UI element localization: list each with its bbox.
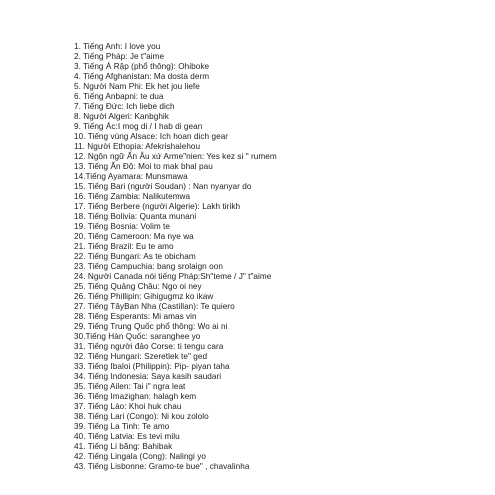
- list-item: 6. Tiếng Anbapni: te dua: [74, 92, 164, 101]
- list-item: 34. Tiếng Indonesia: Saya kasih saudari: [74, 372, 222, 381]
- list-item: 12. Ngôn ngữ Ấn Âu xứ Arme"nien: Yes kez si " rumem: [74, 152, 277, 161]
- list-item: 13. Tiếng Ấn Độ: Moi to mak bhal pau: [74, 162, 213, 171]
- list-item: 43. Tiếng Lisbonne: Gramo-te bue" , chavalinha: [74, 462, 250, 471]
- list-item: 23. Tiếng Campuchia: bang srolaign oon: [74, 262, 223, 271]
- list-item: 19. Tiếng Bosnia: Volim te: [74, 222, 170, 231]
- list-item: 35. Tiếng Ailen: Tai i" ngra leat: [74, 382, 186, 391]
- list-item: 17. Tiếng Berbere (người Algerie): Lakh tirikh: [74, 202, 241, 211]
- list-item: 10. Tiếng vùng Alsace: Ich hoan dich gear: [74, 132, 229, 141]
- list-item: 3. Tiếng Á Rập (phổ thông): Ohiboke: [74, 62, 210, 71]
- list-item: 16. Tiếng Zambia: Nalikutemwa: [74, 192, 191, 201]
- list-item: 11. Người Ethopia: Afekrishalehou: [74, 142, 201, 151]
- list-item: 8. Người Algeri: Kanbghik: [74, 112, 169, 121]
- list-item: 37. Tiếng Lào: Khoi huk chau: [74, 402, 182, 411]
- list-item: 15. Tiếng Bari (người Soudan) : Nan nyanyar do: [74, 182, 252, 191]
- list-item: 9. Tiếng Ác:I mog di / I hab di gean: [74, 122, 203, 131]
- list-item: 27. Tiếng TâyBan Nha (Castillan): Te quiero: [74, 302, 235, 311]
- list-item: 25. Tiếng Quảng Châu: Ngo oi ney: [74, 282, 202, 291]
- list-item: 2. Tiếng Pháp: Je t"aime: [74, 52, 165, 61]
- list-item: 33. Tiếng Ibaloi (Philippin): Pip- piyan taha: [74, 362, 230, 371]
- list-item: 40. Tiếng Latvia: Es tevi milu: [74, 432, 180, 441]
- list-item: 26. Tiếng Phillipin: Gihigugmz ko ikaw: [74, 292, 214, 301]
- list-item: 24. Người Canada nói tiếng Pháp:Sh"teme / J" t"aime: [74, 272, 272, 281]
- list-item: 28. Tiếng Esperants: Mi amas vin: [74, 312, 197, 321]
- list-item: 29. Tiếng Trung Quốc phổ thông: Wo ai ni: [74, 322, 228, 331]
- list-item: 36. Tiếng Imazighan: halagh kem: [74, 392, 197, 401]
- list-item: 32. Tiếng Hungari: Szeretlek te" ged: [74, 352, 208, 361]
- list-item: 14.Tiếng Ayamara: Munsmawa: [74, 172, 188, 181]
- list-item: 4. Tiếng Afghanistan: Ma dosta derm: [74, 72, 210, 81]
- list-item: 42. Tiếng Lingala (Cong): Nalingi yo: [74, 452, 206, 461]
- love-phrases-list: [74, 42, 489, 472]
- list-item: 31. Tiếng người đảo Corse: ti tengu cara: [74, 342, 224, 351]
- list-item: 5. Người Nam Phi: Ek het jou liefe: [74, 82, 200, 91]
- list-item: 41. Tiếng Li băng: Bahibak: [74, 442, 173, 451]
- list-item: 20. Tiếng Cameroon: Ma nye wa: [74, 232, 194, 241]
- list-item: 38. Tiếng Lari (Congo): Ni kou zololo: [74, 412, 209, 421]
- list-item: 18. Tiếng Bolivia: Quanta munani: [74, 212, 197, 221]
- list-item: 22. Tiếng Bungari: As te obicham: [74, 252, 196, 261]
- list-item: 30.Tiếng Hàn Quốc: saranghee yo: [74, 332, 201, 341]
- list-item: 7. Tiếng Đức: Ich liebe dich: [74, 102, 175, 111]
- list-item: 39. Tiếng La Tinh: Te amo: [74, 422, 170, 431]
- list-item: 21. Tiếng Brazil: Eu te amo: [74, 242, 174, 251]
- list-item: 1. Tiếng Anh: I love you: [74, 42, 161, 51]
